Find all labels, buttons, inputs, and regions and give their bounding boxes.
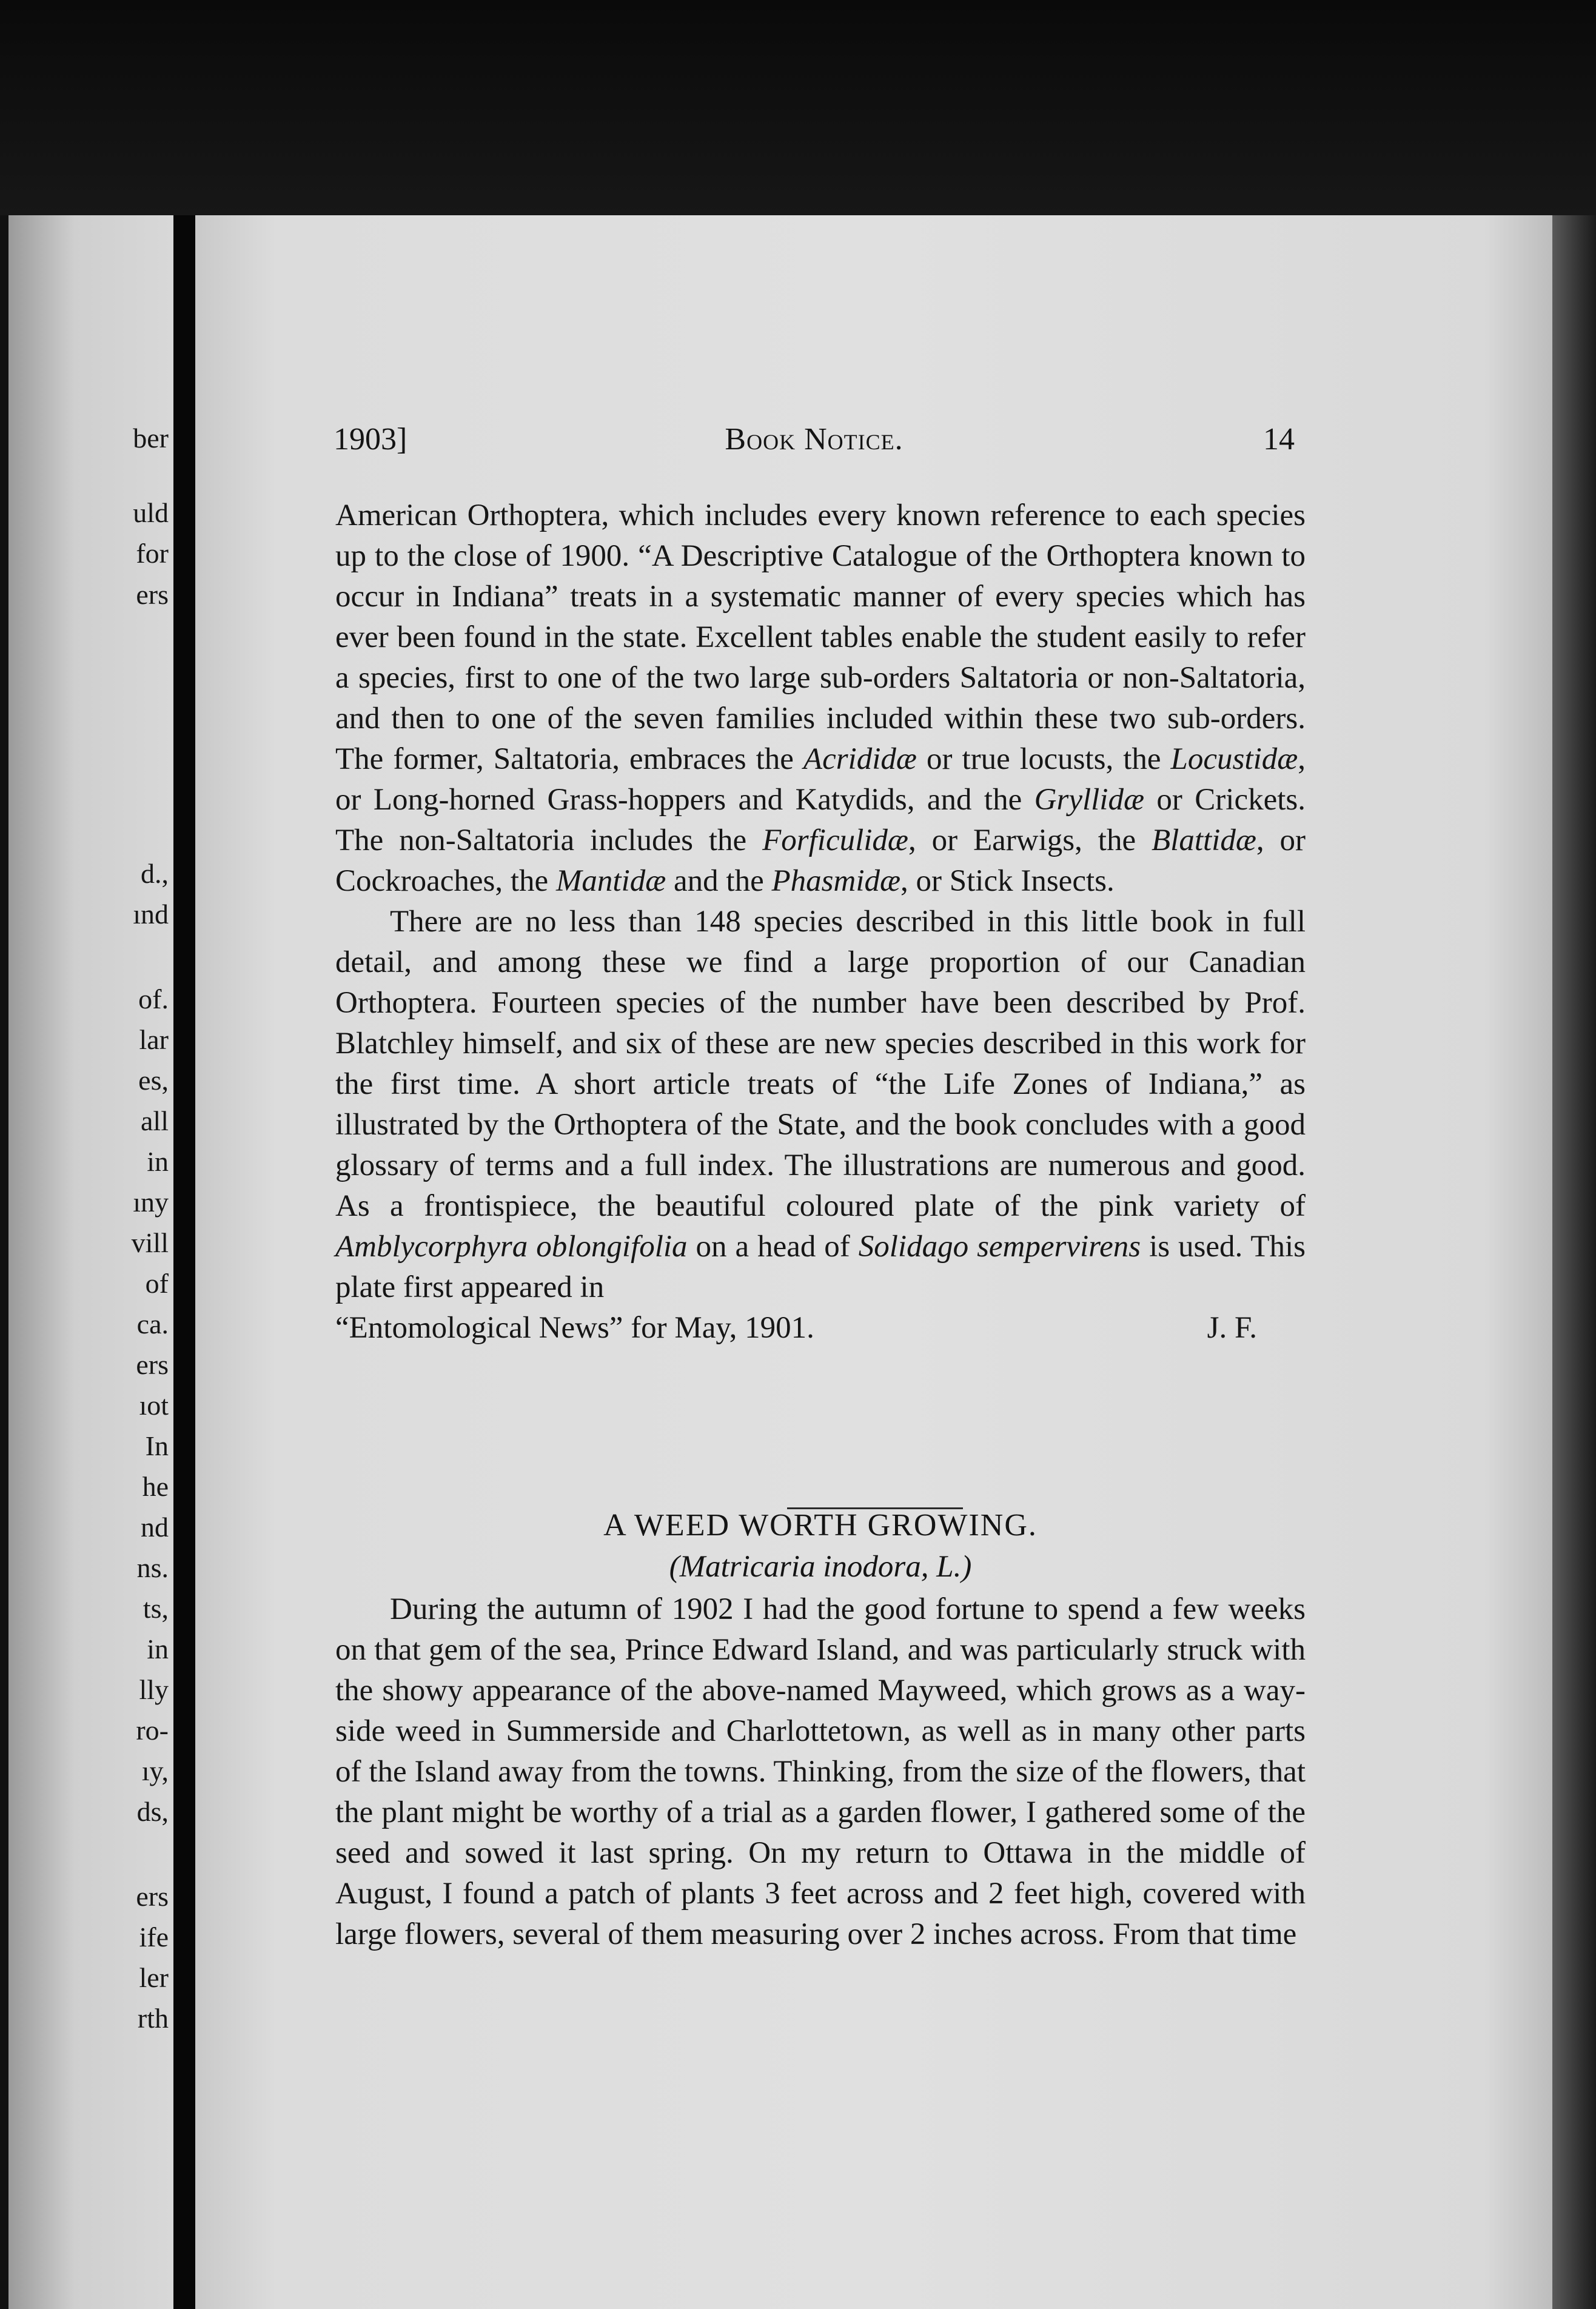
signature: J. F. [1207,1311,1257,1345]
fragment-2: for [136,538,169,569]
text-run: is used. This plate first appeared in [335,1230,1306,1304]
taxon-amblycorphyra: Amblycorphyra oblongifolia [335,1230,688,1264]
text-run: , or Earwigs, the [908,823,1152,857]
fragment-15: ers [136,1349,169,1380]
fragment-1: uld [133,497,169,528]
fragment-17: In [145,1430,169,1461]
taxon-mantidae: Mantidæ [555,864,666,898]
fragment-25: ıy, [141,1755,169,1786]
fragment-11: ıny [133,1187,169,1218]
page-number: 14 [1263,422,1295,457]
fragment-5: ınd [133,899,169,930]
text-run: , or Long-horned Grass-hoppers and Katydids, and the [335,742,1306,817]
adjacent-page-sliver [8,215,173,2309]
taxon-locustidae: Locustidæ [1170,742,1298,776]
article-title: A WEED WORTH GROWING. [603,1508,1038,1543]
weed-paragraph-1: During the autumn of 1902 I had the good fortune to spend a few weeks on that gem of the sea, Prince Edward Island, and was particularly struck with the showy appearance of the above-named Mayweed, which grows as a way-side weed in Summerside and Charlottetown, as well as in many other parts of the Island away from the towns. Thinking, from the size of the flowers, that the plant might be worthy of a trial as a garden flower, I gathered some of the seed and sowed it last spring. On my return to Ottawa in the middle of August, I found a patch of plants 3 feet across and 2 feet high, covered with large flowers, several of them measuring over 2 inches across. From that time [335,1592,1306,1951]
text-run: and the [666,864,772,898]
fragment-7: lar [139,1024,169,1055]
article-book-notice [335,495,1306,1349]
scan-background-top [0,0,1596,215]
fragment-21: ts, [142,1593,169,1624]
fragment-26: ds, [136,1796,169,1827]
fragment-6: of. [138,984,169,1014]
taxon-blattidae: Blattidæ [1152,823,1256,857]
closing-line [335,1308,1306,1349]
text-run: or true locusts, the [916,742,1171,776]
paragraph-2 [335,902,1306,1308]
text-run: on a head of [687,1230,859,1264]
fragment-10: in [147,1146,169,1177]
page-edge-shadow [1552,215,1596,2309]
fragment-16: ıot [139,1390,169,1421]
header-title: Book Notice. [725,422,904,457]
fragment-27: ers [136,1881,169,1912]
fragment-13: of [145,1268,169,1299]
fragment-0: ber [133,423,169,454]
book-spine [173,215,195,2309]
fragment-3: ers [136,579,169,610]
taxon-acrididae: Acrididæ [803,742,917,776]
text-run: , or Stick Insects. [900,864,1115,898]
paragraph-1 [335,495,1306,902]
fragment-28: ife [139,1922,169,1952]
header-year: 1903] [334,422,407,457]
running-header [334,421,1295,464]
fragment-29: ler [139,1962,169,1993]
text-run: or Crickets. The non-Saltatoria includes the [335,783,1306,857]
fragment-30: rth [137,2003,169,2034]
fragment-19: nd [141,1512,169,1543]
taxon-gryllidae: Gryllidæ [1034,783,1144,817]
article-weed [335,1589,1306,1955]
paragraph-1-text: American Orthoptera, which includes every known reference to each species up to the close of 1900. “A Descriptive Catalogue of the Orthoptera known to occur in Indiana” treats in a systematic manner of every species which has ever been found in the state. Excellent tables enable the student easily to refer a species, first to one of the two large sub-orders Saltatoria or non-Saltatoria, and then to one of the seven families included within these two sub-orders. The former, Saltatoria, embraces the [335,498,1306,776]
fragment-12: vill [131,1227,169,1258]
fragment-9: all [141,1105,169,1136]
fragment-24: ro- [136,1715,169,1746]
paragraph-2-text: There are no less than 148 species described in this little book in full detail, and among these we find a large proportion of our Canadian Orthoptera. Fourteen species of the number have been described by Prof. Blatchley himself, and six of these are new species described in this work for the first time. A short article treats of “the Life Zones of Indiana,” as illustrated by the Orthoptera of the State, and the book concludes with a good glossary of terms and a full index. The illustrations are numerous and good. As a frontispiece, the beautiful coloured plate of the pink variety of [335,905,1306,1223]
taxon-phasmidae: Phasmidæ [771,864,901,898]
taxon-forficulidae: Forficulidæ [762,823,908,857]
fragment-20: ns. [136,1552,169,1583]
fragment-23: lly [139,1674,169,1705]
fragment-18: he [142,1471,169,1502]
text-run: , or Cockroaches, the [335,823,1306,898]
fragment-4: d., [141,858,169,889]
fragment-22: in [147,1634,169,1664]
fragment-8: es, [138,1065,169,1096]
article-subtitle: (Matricaria inodora, L.) [669,1550,972,1584]
fragment-14: ca. [136,1309,169,1339]
closing-citation: “Entomological News” for May, 1901. [335,1311,814,1345]
taxon-solidago: Solidago sempervirens [858,1230,1141,1264]
